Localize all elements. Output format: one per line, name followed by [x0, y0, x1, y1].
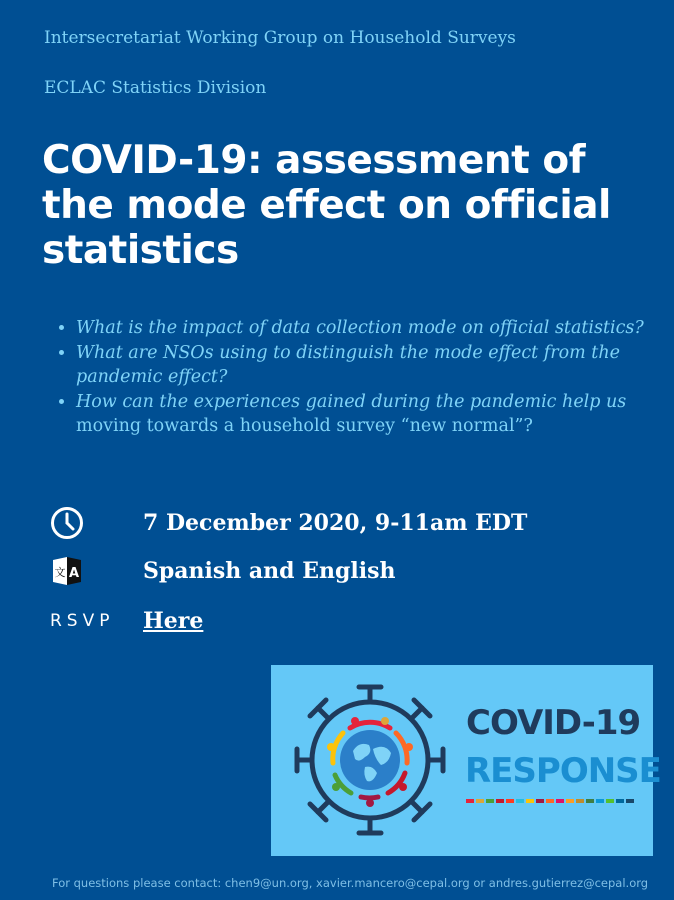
sdg-color-segment	[466, 799, 474, 803]
question-text: What is the impact of data collection mode on official statistics?	[76, 318, 644, 338]
sdg-color-segment	[576, 799, 584, 803]
question-text-upright: moving towards a household survey “new normal”?	[76, 416, 533, 436]
event-language-row	[50, 553, 610, 589]
language-icon	[50, 553, 88, 589]
sdg-color-segment	[596, 799, 604, 803]
organizer-division: ECLAC Statistics Division	[44, 78, 267, 98]
sdg-color-segment	[476, 799, 484, 803]
organizer-name: Intersecretariat Working Group on Household Surveys	[44, 28, 516, 48]
rsvp-label: RSVP	[50, 611, 115, 631]
sdg-color-segment	[536, 799, 544, 803]
page-title: COVID-19: assessment of the mode effect on official statistics	[42, 138, 611, 273]
sdg-color-segment	[616, 799, 624, 803]
sdg-color-segment	[546, 799, 554, 803]
event-languages: Spanish and English	[143, 558, 396, 584]
question-text: What are NSOs using to distinguish the mode effect from the pandemic effect?	[76, 343, 620, 387]
virus-globe-icon	[293, 683, 447, 842]
question-item	[76, 341, 666, 389]
contact-info: For questions please contact: chen9@un.org, xavier.mancero@cepal.org or andres.gutierrez@cepal.org	[52, 876, 649, 890]
sdg-color-segment	[526, 799, 534, 803]
sdg-color-segment	[496, 799, 504, 803]
sdg-color-segment	[556, 799, 564, 803]
sdg-color-segment	[506, 799, 514, 803]
rsvp-link[interactable]: Here	[143, 608, 204, 634]
sdg-color-bar	[466, 799, 636, 803]
question-item	[76, 316, 666, 340]
sdg-color-segment	[626, 799, 634, 803]
covid-response-badge	[271, 665, 661, 856]
badge-title: COVID-19	[466, 703, 641, 743]
badge-subtitle: RESPONSE	[465, 751, 661, 791]
svg-text:A: A	[68, 566, 80, 581]
sdg-color-segment	[566, 799, 574, 803]
clock-icon	[50, 505, 88, 541]
event-rsvp-row	[50, 603, 610, 639]
event-date-row	[50, 505, 610, 541]
sdg-color-segment	[606, 799, 614, 803]
question-text-italic: How can the experiences gained during the pandemic help us	[76, 392, 627, 412]
question-item	[76, 390, 666, 438]
question-list	[56, 316, 666, 439]
sdg-color-segment	[486, 799, 494, 803]
svg-text:文: 文	[54, 566, 66, 579]
event-date: 7 December 2020, 9-11am EDT	[143, 510, 528, 536]
sdg-color-segment	[516, 799, 524, 803]
sdg-color-segment	[586, 799, 594, 803]
